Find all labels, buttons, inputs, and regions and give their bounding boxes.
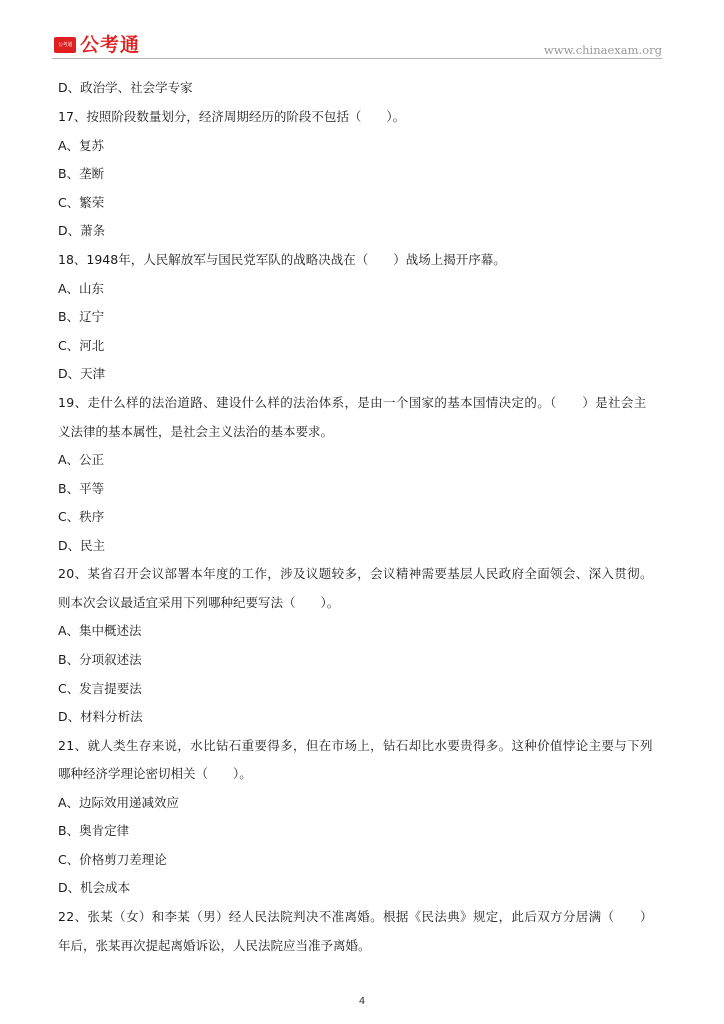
option-line: A、复苏 [58, 138, 105, 153]
option-line: D、萧条 [58, 223, 106, 238]
question-line: 19、走什么样的法治道路、建设什么样的法治体系，是由一个国家的基本国情决定的。（ ）是社会主 [58, 395, 647, 410]
question-line: 则本次会议最适宜采用下列哪种纪要写法（ ）。 [58, 595, 340, 610]
option-line: D、民主 [58, 538, 106, 553]
option-line: C、繁荣 [58, 195, 105, 210]
option-line: D、材料分析法 [58, 709, 143, 724]
option-line: D、天津 [58, 366, 106, 381]
option-line: A、边际效用递减效应 [58, 795, 180, 810]
option-line: C、价格剪刀差理论 [58, 852, 167, 867]
option-line: A、公正 [58, 452, 105, 467]
option-line: C、河北 [58, 338, 105, 353]
option-line: B、辽宁 [58, 309, 105, 324]
question-line: 20、某省召开会议部署本年度的工作，涉及议题较多，会议精神需要基层人民政府全面领会、深入贯彻。 [58, 566, 653, 581]
option-line: A、集中概述法 [58, 623, 142, 638]
option-line: B、奥肯定律 [58, 823, 130, 838]
option-line: B、分项叙述法 [58, 652, 142, 667]
option-line: D、机会成本 [58, 880, 131, 895]
option-line: C、秩序 [58, 509, 105, 524]
header-divider [52, 58, 662, 59]
option-line: C、发言提要法 [58, 681, 142, 696]
page-header [0, 0, 724, 62]
question-line: 义法律的基本属性，是社会主义法治的基本要求。 [58, 424, 334, 439]
logo-icon: 公考通 [54, 37, 76, 53]
question-line: 年后，张某再次提起离婚诉讼，人民法院应当准予离婚。 [58, 938, 371, 953]
question-line: 哪种经济学理论密切相关（ ）。 [58, 766, 252, 781]
question-line: 17、按照阶段数量划分，经济周期经历的阶段不包括（ ）。 [58, 109, 406, 124]
option-line: D、政治学、社会学专家 [58, 80, 193, 95]
page-number: 4 [358, 996, 366, 1007]
site-url: www.chinaexam.org [543, 43, 662, 57]
question-line: 18、1948年，人民解放军与国民党军队的战略决战在（ ）战场上揭开序幕。 [58, 252, 506, 267]
option-line: B、平等 [58, 481, 105, 496]
option-line: B、垄断 [58, 166, 105, 181]
option-line: A、山东 [58, 281, 105, 296]
logo-text: 公考通 [80, 34, 141, 56]
question-line: 21、就人类生存来说，水比钻石重要得多，但在市场上，钻石却比水要贵得多。这种价值悖论主要与下列 [58, 738, 653, 753]
question-line: 22、张某（女）和李某（男）经人民法院判决不准离婚。根据《民法典》规定，此后双方分居满（ ） [58, 909, 653, 924]
